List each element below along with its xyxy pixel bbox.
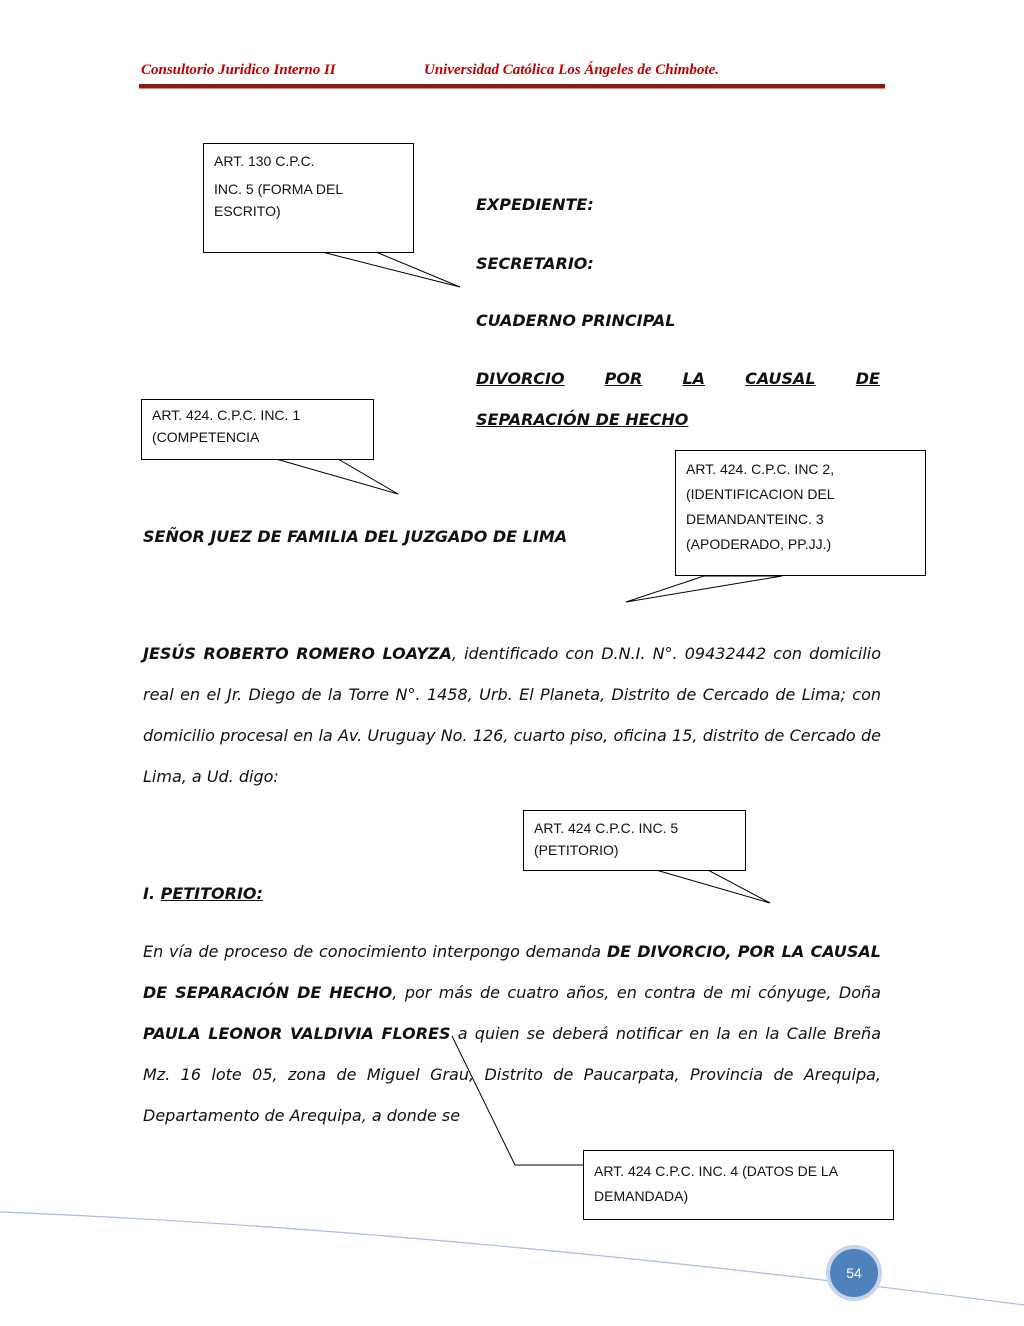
callout-4-line-1: ART. 424 C.P.C. INC. 5 [534, 820, 679, 836]
callout-1-line-1: ART. 130 C.P.C. [214, 153, 315, 169]
expediente-label: EXPEDIENTE: [476, 195, 594, 214]
header-left-title: Consultorio Juridico Interno II [141, 62, 336, 78]
callout-2-line-2: (COMPETENCIA [152, 429, 260, 445]
petitorio-bold-1: DE DIVORCIO, POR LA CAUSAL DE SEPARACIÓN DE HECHO [143, 942, 881, 1002]
petitorio-text-1: En vía de proceso de conocimiento interpongo demanda [143, 942, 607, 961]
divorcio-word-4: CAUSAL [745, 369, 816, 388]
intro-text: , identificado con D.N.I. N°. 09432442 con domicilio real en el Jr. Diego de la Torre N°. 1458, Urb. El Planeta, Distrito de Cercado de Lima; con domicilio procesal en la Av. Uruguay No. 126, cuarto piso, oficina 15, distrito de Cercado de Lima, a Ud. digo: [143, 644, 881, 786]
cuaderno-label: CUADERNO PRINCIPAL [476, 311, 676, 330]
callout-5-line-2: DEMANDADA) [594, 1188, 689, 1204]
callout-5-line-1: ART. 424 C.P.C. INC. 4 (DATOS DE LA [594, 1163, 839, 1179]
callout-1-line-3: ESCRITO) [214, 203, 281, 219]
petitorio-text-3: a quien se deberá notificar en la en la Calle Breña Mz. 16 lote 05, zona de Miguel Grau, Distrito de Paucarpata, Provincia de Arequipa, Departamento de Arequipa, a donde se [143, 1024, 882, 1125]
secretario-label: SECRETARIO: [476, 254, 594, 273]
divorcio-word-5: DE [855, 369, 880, 388]
defendant-name: PAULA LEONOR VALDIVIA FLORES [143, 1024, 451, 1043]
addressee: SEÑOR JUEZ DE FAMILIA DEL JUZGADO DE LIMA [143, 527, 568, 546]
separacion-label: SEPARACIÓN DE HECHO [476, 410, 689, 429]
divorcio-word-1: DIVORCIO [476, 369, 565, 388]
page-number: 54 [826, 1245, 882, 1301]
callout-3-line-2: (IDENTIFICACION DEL [686, 486, 835, 502]
divorcio-word-3: LA [682, 369, 706, 388]
callout-2-line-1: ART. 424. C.P.C. INC. 1 [152, 407, 301, 423]
callout-3-line-1: ART. 424. C.P.C. INC 2, [686, 461, 835, 477]
petitorio-title: PETITORIO: [160, 884, 263, 903]
header-right-title: Universidad Católica Los Ángeles de Chimbote. [424, 62, 719, 78]
callout-3-line-3: DEMANDANTEINC. 3 [686, 511, 824, 527]
callout-3-line-4: (APODERADO, PP.JJ.) [686, 536, 832, 552]
petitorio-text-2: , por más de cuatro años, en contra de mi cónyuge, Doña [392, 983, 881, 1002]
divorcio-word-2: POR [604, 369, 643, 388]
callout-4-line-2: (PETITORIO) [534, 842, 619, 858]
plaintiff-name: JESÚS ROBERTO ROMERO LOAYZA [143, 644, 452, 663]
callout-1-line-2: INC. 5 (FORMA DEL [214, 181, 344, 197]
petitorio-number: I. [143, 884, 156, 903]
